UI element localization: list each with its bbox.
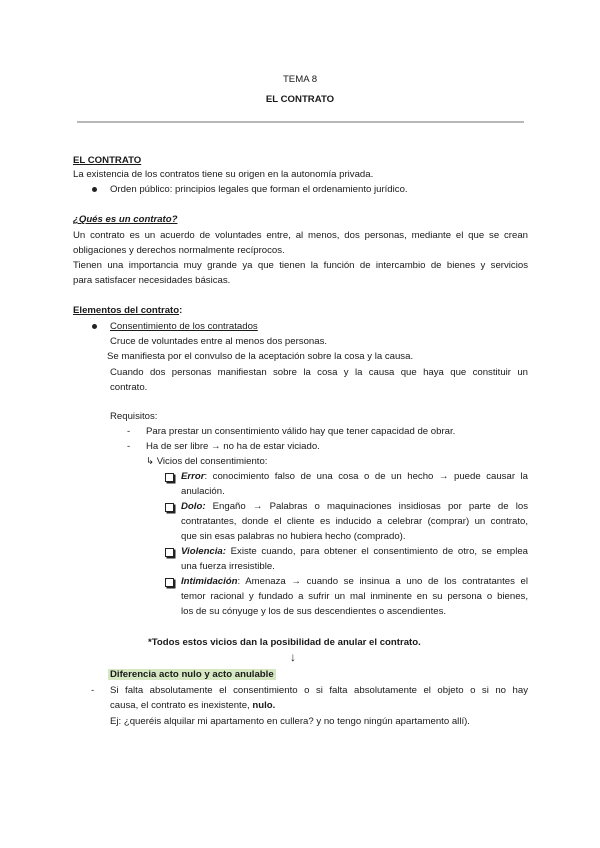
violencia-text: Existe cuando, para obtener el consentimiento de otro, se emplea [225,546,528,557]
error-line-2: anulación. [181,486,225,497]
diferencia-heading-text: Diferencia acto nulo y acto anulable [110,669,274,680]
intimidacion-text: : Amenaza → cuando se insinua a uno de los contratantes el [237,576,528,587]
checkbox-icon [165,548,174,557]
error-text: : conocimiento falso de una cosa o de un hecho → puede causar la [204,471,528,482]
diferencia-heading [108,668,276,681]
dolo-label: Dolo: [181,501,206,512]
down-arrow-icon: ↓ [290,650,296,664]
diferencia-line-1: Si falta absolutamente el consentimiento o si falta absolutamente el objeto o si no hay [110,685,528,696]
what-heading: ¿Qués es un contrato? [73,214,178,225]
dolo-line-2: contratantes, donde el cliente es inducido a celebrar (comprar) un contrato, [181,516,528,527]
dolo-line-3: que sin esas palabras no hubiera hecho (comprado). [181,531,406,542]
orden-publico-text: Orden público: principios legales que forman el ordenamiento jurídico. [110,184,408,195]
consent-heading: Consentimiento de los contratados [110,321,258,332]
diferencia-example: Ej: ¿queréis alquilar mi apartamento en cullera? y no tengo ningún apartamento allí). [110,716,470,727]
intimidacion-line-2: temor racional y fundado a sufrir un mal inminente en su persona o bienes, [181,591,528,602]
dolo-line-1 [181,500,528,513]
vicios-heading: ↳ Vicios del consentimiento: [146,456,268,467]
consent-line-2: Se manifiesta por el convulso de la aceptación sobre la cosa y la causa. [107,351,414,362]
dash-marker: - [127,426,131,437]
intimidacion-label: Intimidación [181,576,238,587]
violencia-label: Violencia: [181,546,226,557]
dolo-text: Engaño → Palabras o maquinaciones insidiosas por parte de los [205,501,528,512]
bullet-icon [92,187,97,192]
intimidacion-line-3: los de su cónyuge y los de sus descendientes o ascendientes. [181,606,447,617]
elements-heading-text: Elementos del contrato [73,305,180,316]
dash-marker: - [91,685,95,696]
consent-line-3: Cuando dos personas manifiestan sobre la cosa y la causa que haya que constituir un [110,367,528,378]
intro-text: La existencia de los contratos tiene su origen en la autonomía privada. [73,169,374,180]
vicios-note: *Todos estos vicios dan la posibilidad de anular el contrato. [148,637,421,648]
nulo-text: nulo. [252,700,276,711]
violencia-line-2: una fuerza irresistible. [181,561,275,572]
requisito-2: Ha de ser libre → no ha de estar viciado. [146,441,320,452]
checkbox-icon [165,578,174,587]
what-line-2: obligaciones y derechos normalmente recíprocos. [73,245,285,256]
title-divider [77,121,524,123]
intimidacion-line-1 [181,575,528,588]
dash-marker: - [127,441,131,452]
tema-label: TEMA 8 [282,74,318,85]
diferencia-line-2-text: causa, el contrato es inexistente, [110,700,253,711]
violencia-line-1 [181,545,528,558]
checkbox-icon [165,473,174,482]
what-line-1: Un contrato es un acuerdo de voluntades entre, al menos, dos personas, mediante el que se crean [73,230,528,241]
consent-line-1: Cruce de voluntades entre al menos dos personas. [110,336,328,347]
error-label: Error [181,471,205,482]
consent-line-4: contrato. [110,382,148,393]
requisito-1: Para prestar un consentimiento válido hay que tener capacidad de obrar. [146,426,456,437]
page-title: EL CONTRATO [265,94,335,105]
section-heading-el-contrato: EL CONTRATO [73,155,142,166]
requisitos-label: Requisitos: [110,411,158,422]
what-line-4: para satisfacer necesidades básicas. [73,275,231,286]
diferencia-line-2 [110,699,275,712]
what-line-3: Tienen una importancia muy grande ya que tienen la función de intercambio de bienes y servicios [73,260,528,271]
elements-heading [73,304,182,317]
bullet-icon [92,324,97,329]
elements-heading-colon: : [179,305,183,316]
error-line-1 [181,470,528,483]
checkbox-icon [165,503,174,512]
